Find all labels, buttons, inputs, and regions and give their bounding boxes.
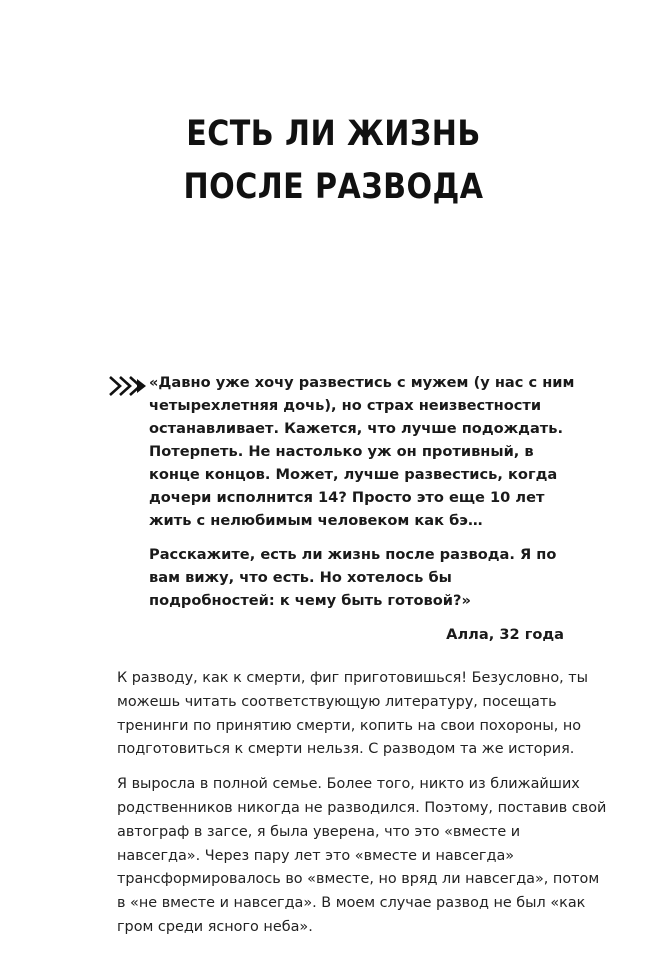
body-paragraph-1: К разводу, как к смерти, фиг приготовишься! Безусловно, ты можешь читать соответствующую литературу, посещать тренинги по принятию смерти, копить на свои похороны, но подготовиться к смерти нельзя. С разводом та же история. bbox=[117, 670, 589, 758]
chapter-title-line-1: ЕСТЬ ЛИ ЖИЗНЬ bbox=[186, 114, 481, 154]
quote-signature: Алла, 32 года bbox=[446, 626, 564, 643]
reader-letter-quote bbox=[108, 371, 578, 643]
body-text bbox=[117, 667, 607, 951]
chapter-title bbox=[0, 108, 667, 214]
triple-chevron-right-icon bbox=[108, 375, 148, 397]
quote-paragraph-1: «Давно уже хочу развестись с мужем (у нас с ним четырехлетняя дочь), но страх неизвестности останавливает. Кажется, что лучше подождать. Потерпеть. Не настолько уж он противный, в конце концов. Может, лучше развестись, когда дочери исполнится 14? Просто это еще 10 лет жить с нелюбимым человеком как бэ… bbox=[149, 374, 575, 529]
quote-paragraph-2: Расскажите, есть ли жизнь после развода. Я по вам вижу, что есть. Но хотелось бы подробностей: к чему быть готовой?» bbox=[149, 546, 557, 609]
body-paragraph-2: Я выросла в полной семье. Более того, никто из ближайших родственников никогда не разводился. Поэтому, поставив свой автограф в загсе, я была уверена, что это «вместе и навсегда». Через пару лет это «вместе и навсегда» трансформировалось во «вместе, но вряд ли навсегда», потом в «не вместе и навсегда». В моем случае развод не был «как гром среди ясного неба». bbox=[117, 776, 607, 935]
quote-text bbox=[149, 371, 578, 612]
chapter-title-line-2: ПОСЛЕ РАЗВОДА bbox=[183, 167, 484, 207]
